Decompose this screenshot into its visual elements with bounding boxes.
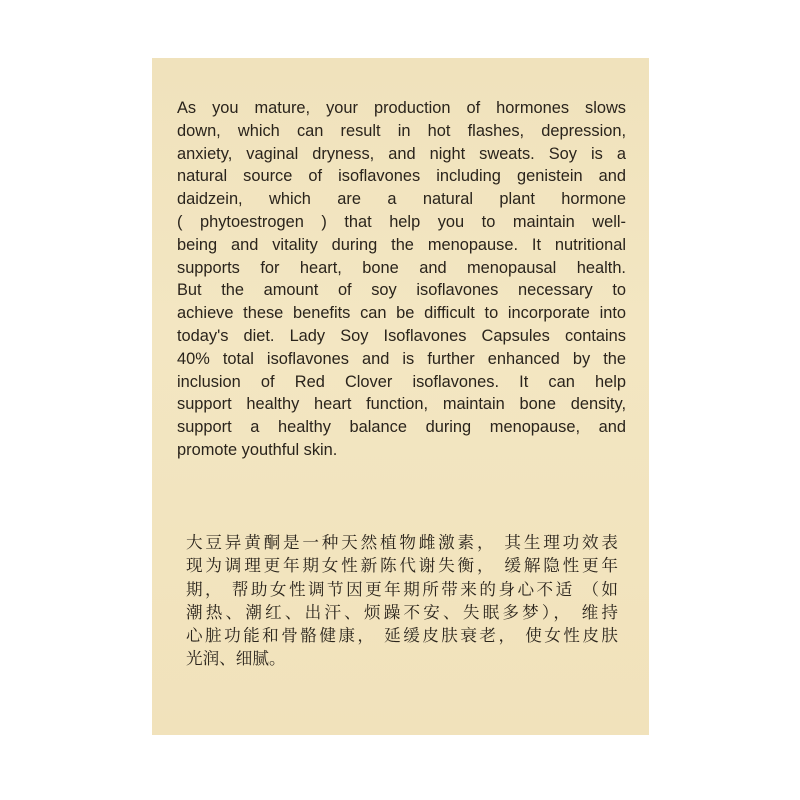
english-line: natural source of isoflavones including genistein and xyxy=(177,167,626,186)
english-line: support healthy heart function, maintain bone density, xyxy=(177,395,626,414)
english-line: down, which can result in hot flashes, depression, xyxy=(177,121,626,140)
english-description xyxy=(177,97,637,462)
english-line: inclusion of Red Clover isoflavones. It can help xyxy=(177,372,626,391)
english-line: supports for heart, bone and menopausal health. xyxy=(177,258,626,277)
english-line: daidzein, which are a natural plant hormone xyxy=(177,190,626,209)
english-line: But the amount of soy isoflavones necessary to xyxy=(177,281,626,300)
english-line: being and vitality during the menopause. It nutritional xyxy=(177,235,626,254)
chinese-line: 心脏功能和骨骼健康， 延缓皮肤衰老， 使女性皮肤 xyxy=(186,626,618,646)
english-line: today's diet. Lady Soy Isoflavones Capsules contains xyxy=(177,326,626,345)
english-line: 40% total isoflavones and is further enhanced by the xyxy=(177,349,626,368)
english-line: support a healthy balance during menopause, and xyxy=(177,418,626,437)
english-line: anxiety, vaginal dryness, and night sweats. Soy is a xyxy=(177,144,626,163)
english-line: promote youthful skin. xyxy=(177,440,338,459)
english-line: As you mature, your production of hormones slows xyxy=(177,99,626,117)
english-line: ( phytoestrogen ) that help you to maintain well- xyxy=(177,212,626,231)
chinese-description xyxy=(186,531,626,671)
chinese-line: 潮热、潮红、出汗、烦躁不安、失眠多梦）， 维持 xyxy=(186,602,618,622)
chinese-line: 大豆异黄酮是一种天然植物雌激素， 其生理功效表 xyxy=(186,533,618,552)
english-line: achieve these benefits can be difficult to incorporate into xyxy=(177,304,626,323)
chinese-line: 期， 帮助女性调节因更年期所带来的身心不适 （如 xyxy=(186,579,618,599)
chinese-line: 现为调理更年期女性新陈代谢失衡， 缓解隐性更年 xyxy=(186,556,618,576)
chinese-line: 光润、细腻。 xyxy=(186,649,286,669)
